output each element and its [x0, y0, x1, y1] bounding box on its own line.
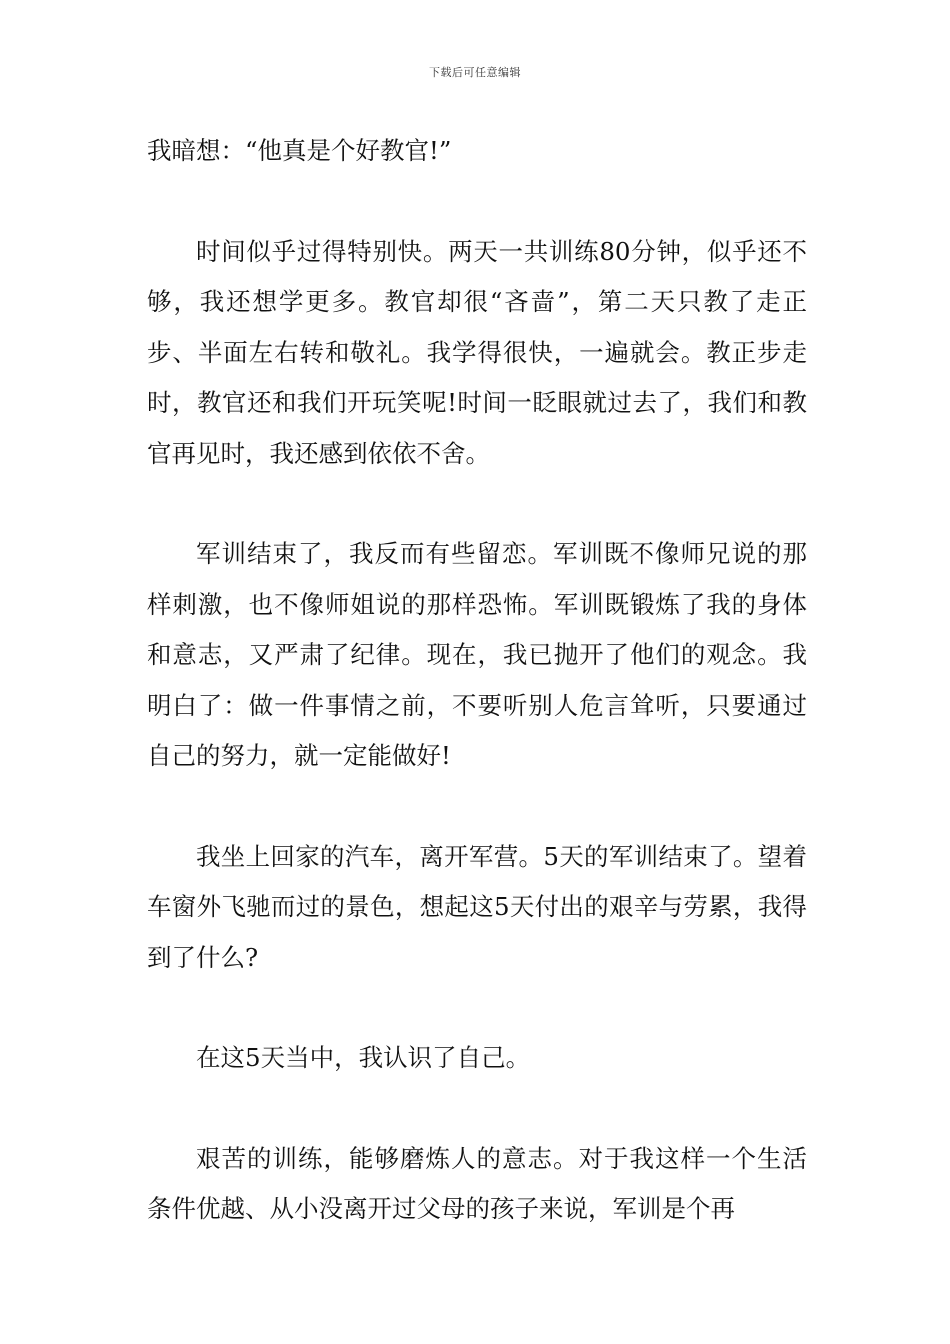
paragraph-gap: [147, 983, 807, 1033]
paragraph-3: 军训结束了，我反而有些留恋。军训既不像师兄说的那样刺激，也不像师姐说的那样恐怖。军训既锻炼了我的身体和意志，又严肃了纪律。现在，我已抛开了他们的观念。我明白了：做一件事情之前，不要听别人危言耸听，只要通过自己的努力，就一定能做好!: [147, 539, 807, 770]
paragraph-gap: [147, 782, 807, 832]
document-body: [147, 126, 807, 1235]
paragraph-4: 我坐上回家的汽车，离开军营。5天的军训结束了。望着车窗外飞驰而过的景色，想起这5天付出的艰辛与劳累，我得到了什么?: [147, 841, 807, 972]
paragraph-5: 在这5天当中，我认识了自己。: [196, 1043, 531, 1072]
paragraph-gap: [147, 177, 807, 227]
paragraph-1: 我暗想：“他真是个好教官!”: [147, 136, 452, 165]
paragraph-6: 艰苦的训练，能够磨炼人的意志。对于我这样一个生活条件优越、从小没离开过父母的孩子来说，军训是个再: [147, 1143, 807, 1223]
paragraph-2: 时间似乎过得特别快。两天一共训练80分钟，似乎还不够，我还想学更多。教官却很“吝啬”，第二天只教了走正步、半面左右转和敬礼。我学得很快，一遍就会。教正步走时，教官还和我们开玩笑呢!时间一眨眼就过去了，我们和教官再见时，我还感到依依不舍。: [147, 236, 807, 468]
paragraph-gap: [147, 1084, 807, 1134]
paragraph-gap: [147, 479, 807, 529]
page-header-note: 下载后可任意编辑: [429, 66, 521, 79]
